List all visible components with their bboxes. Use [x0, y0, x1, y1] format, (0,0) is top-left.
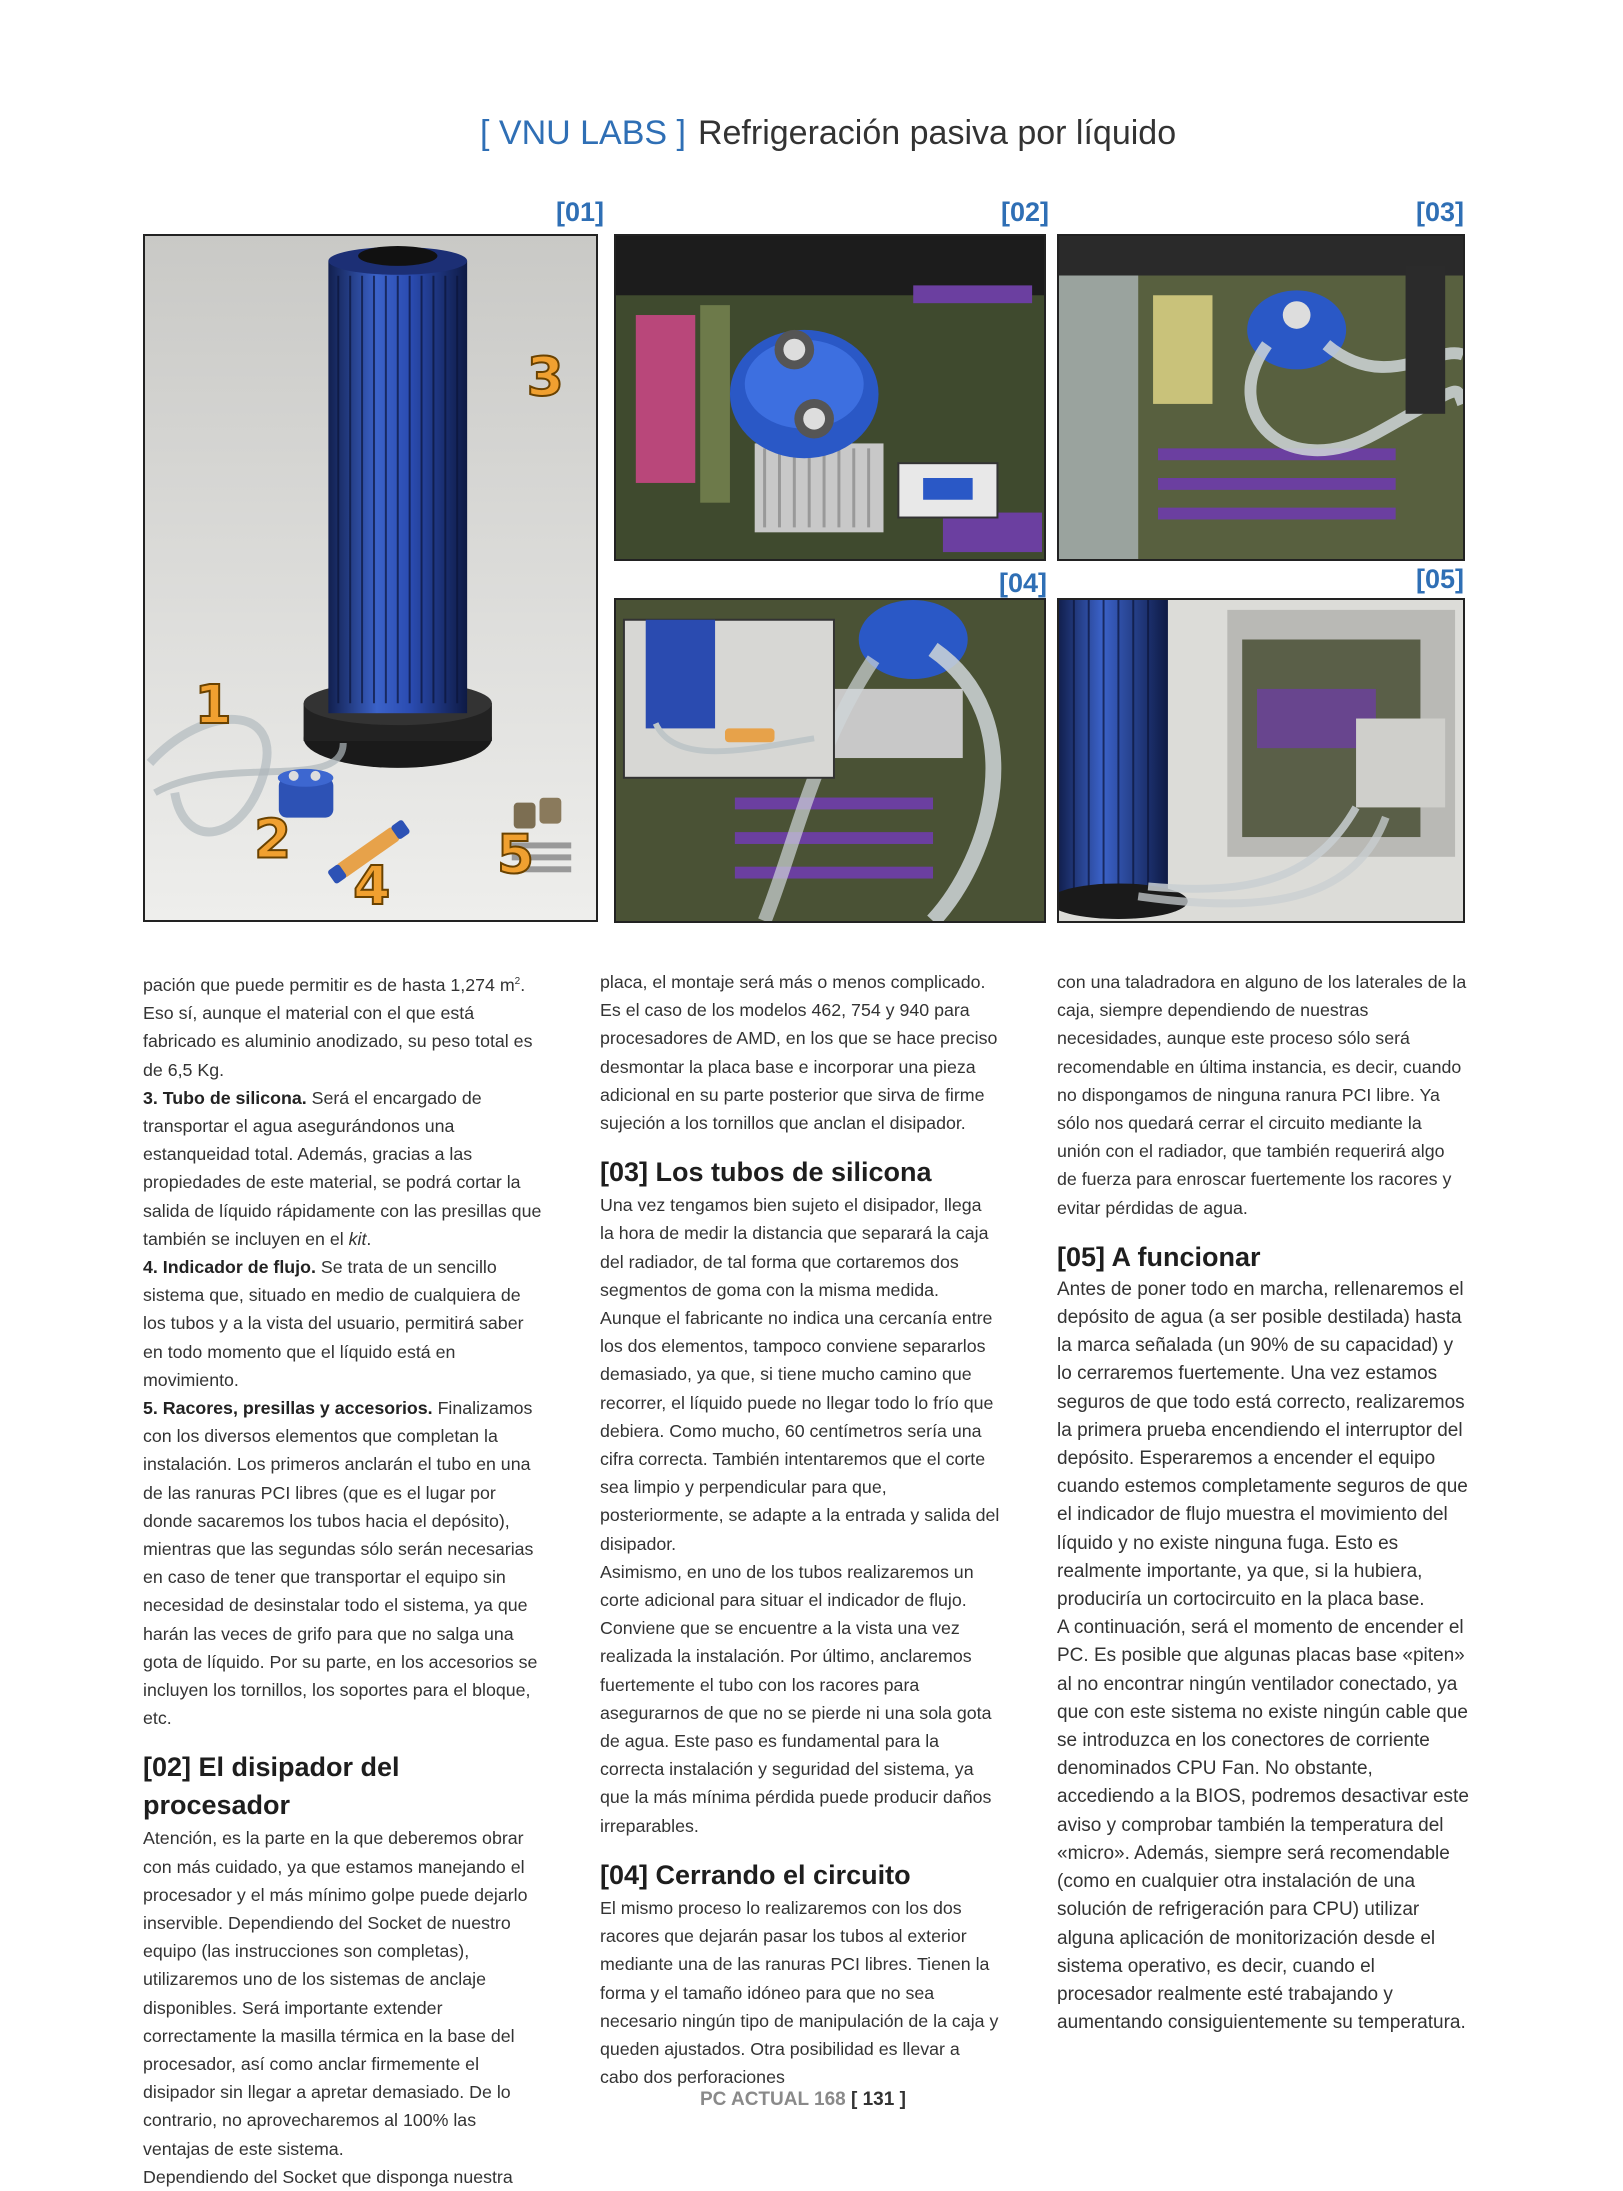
page-footer: [700, 2086, 1000, 2114]
photo-closing-circuit: [614, 598, 1046, 923]
paragraph: Asimismo, en uno de los tubos realizaremos un corte adicional para situar el indicador de flujo. Conviene que se encuentre a la vista una vez realizada la instalación. Por último, anclaremos fuertemente el tubo con los racores para asegurarnos de que no se pierde ni una sola gota de agua. Este paso es fundamental para la correcta instalación y seguridad del sistema, ya que la más mínima pérdida puede producir daños irreparables.: [600, 1561, 992, 1836]
callout-1: 2: [254, 807, 292, 871]
figure-label-01: [01]: [556, 197, 605, 227]
figure-label-04: [04]: [999, 568, 1048, 598]
tubes-illustration: [1059, 236, 1463, 559]
callout-4: 4: [353, 854, 391, 918]
page-title: Refrigeración pasiva por líquido: [697, 114, 1177, 152]
section-heading-05: [05] A funcionar: [1057, 1241, 1261, 1272]
page-header: [480, 108, 1280, 158]
magazine-issue: PC ACTUAL 168: [700, 2089, 846, 2110]
paragraph: 5. Racores, presillas y accesorios. Finalizamos con los diversos elementos que completan la instalación. Los primeros anclarán el tubo en una de las ranuras PCI libres (que es el lugar por donde sacaremos los tubos hacia el depósito), mientras que las segundas sólo serán necesarias en caso de tener que transportar el equipo sin necesidad de desinstalar todo el sistema, ya que harán las veces de grifo para que no salga una gota de líquido. Por su parte, en los accesorios se incluyen los tornillos, los soportes para el bloque, etc.: [143, 1397, 538, 1729]
text-column-1: [143, 968, 543, 2191]
system-illustration: [1059, 600, 1463, 921]
callout-3: 1: [194, 673, 232, 737]
paragraph: Antes de poner todo en marcha, rellenaremos el depósito de agua (a ser posible destilada) hasta la marca señalada (un 90% de su capacidad) y lo cerraremos fuertemente. Una vez estamos seguros de que todo está correcto, realizaremos la primera prueba encendiendo el interruptor del depósito. Esperaremos a encender el equipo cuando estemos completamente seguros de que el indicador de flujo muestra el movimiento del líquido y no existe ninguna fuga. Esto es realmente importante, ya que, si la hubiera, produciría un cortocircuito en la placa base.: [1057, 1278, 1468, 1611]
photo-kit-components: [143, 234, 598, 922]
paragraph: A continuación, será el momento de encender el PC. Es posible que algunas placas base «piten» al no encontrar ningún ventilador conectado, ya que con este sistema no existe ningún cable que se introduzca en los conectores de corriente denominados CPU Fan. No obstante, accediendo a la BIOS, podremos desactivar este aviso y comprobar también la temperatura del «micro». Además, siempre será recomendable (como en cualquier otra instalación de una solución de refrigeración para CPU) utilizar alguna aplicación de monitorización desde el sistema operativo, es decir, cuando el procesador realmente esté trabajando y aumentando consiguientemente su temperatura.: [1057, 1617, 1469, 2034]
paragraph: con una taladradora en alguno de los laterales de la caja, siempre dependiendo de nuestras necesidades, aunque este proceso sólo será recomendable en última instancia, es decir, cuando no dispongamos de ninguna ranura PCI libre. Ya sólo nos quedará cerrar el circuito mediante la unión con el radiador, que también requerirá algo de fuerza para enroscar fuertemente los racores y evitar pérdidas de agua.: [1057, 972, 1467, 1218]
paragraph: Una vez tengamos bien sujeto el disipador, llega la hora de medir la distancia que separará la caja del radiador, de tal forma que cortaremos dos segmentos de goma con la misma medida. Aunque el fabricante no indica una cercanía entre los dos elementos, tampoco conviene separarlos demasiado, ya que, si tiene mucho camino que recorrer, el líquido puede no llegar todo lo frío que debiera. Como mucho, 60 centímetros sería una cifra correcta. También intentaremos que el corte sea limpio y perpendicular para que, posteriormente, se adapte a la entrada y salida del disipador.: [600, 1195, 1000, 1554]
figure-label-03: [03]: [1416, 197, 1465, 227]
section-heading-04: [04] Cerrando el circuito: [600, 1859, 911, 1890]
paragraph: 3. Tubo de silicona. Será el encargado de transportar el agua asegurándonos una estanqueidad total. Además, gracias a las propiedades de este material, se podrá cortar la salida de líquido rápidamente con las presillas que también se incluyen en el kit.: [143, 1087, 542, 1249]
paragraph: Dependiendo del Socket que disponga nuestra: [143, 2166, 513, 2187]
figure-label-05: [05]: [1416, 564, 1465, 594]
waterblock-illustration: [616, 236, 1044, 559]
page-number: [ 131 ]: [850, 2089, 906, 2110]
photo-finished-system: [1057, 598, 1465, 923]
paragraph: El mismo proceso lo realizaremos con los dos racores que dejarán pasar los tubos al exterior mediante una de las ranuras PCI libres. Tienen la forma y el tamaño idóneo para que no sea necesario ningún tipo de manipulación de la caja y queden ajustados. Otra posibilidad es llevar a cabo dos perforaciones: [600, 1897, 999, 2088]
text-column-2: [600, 968, 1000, 2091]
paragraph: placa, el montaje será más o menos complicado. Es el caso de los modelos 462, 754 y 940 para procesadores de AMD, en los que se hace preciso desmontar la placa base e incorporar una pieza adicional en su parte posterior que sirva de firme sujeción a los tornillos que anclan el disipador.: [600, 972, 998, 1134]
photo-silicone-tubes: [1057, 234, 1465, 561]
circuit-illustration: [616, 600, 1044, 921]
callout-5: 5: [496, 822, 535, 886]
section-heading-02: [02] El disipador del procesador: [143, 1752, 400, 1821]
kit-illustration: [145, 236, 596, 920]
text-column-3: [1057, 968, 1469, 2037]
paragraph: 4. Indicador de flujo. Se trata de un sencillo sistema que, situado en medio de cualquiera de los tubos y a la vista del usuario, permitirá saber en todo momento que el líquido está en movimiento.: [143, 1256, 524, 1390]
paragraph: Atención, es la parte en la que deberemos obrar con más cuidado, ya que estamos manejando el procesador y el más mínimo golpe puede dejarlo inservible. Dependiendo del Socket de nuestro equipo (las instrucciones son completas), utilizaremos uno de los sistemas de anclaje disponibles. Será importante extender correctamente la masilla térmica en la base del procesador, así como anclar firmemente el disipador sin llegar a apretar demasiado. De lo contrario, no aprovecharemos al 100% las ventajas de este sistema.: [143, 1828, 528, 2159]
section-heading-03: [03] Los tubos de silicona: [600, 1157, 932, 1188]
photo-cpu-waterblock: [614, 234, 1046, 561]
paragraph: pación que puede permitir es de hasta 1,274 $m^2$. Eso sí, aunque el material con el que está fabricado es aluminio anodizado, su peso total es de 6,5 Kg.: [143, 974, 533, 1080]
callout-2: 3: [526, 344, 564, 409]
figure-label-02: [02]: [1001, 197, 1050, 227]
section-brand: [ VNU LABS ]: [480, 114, 686, 152]
